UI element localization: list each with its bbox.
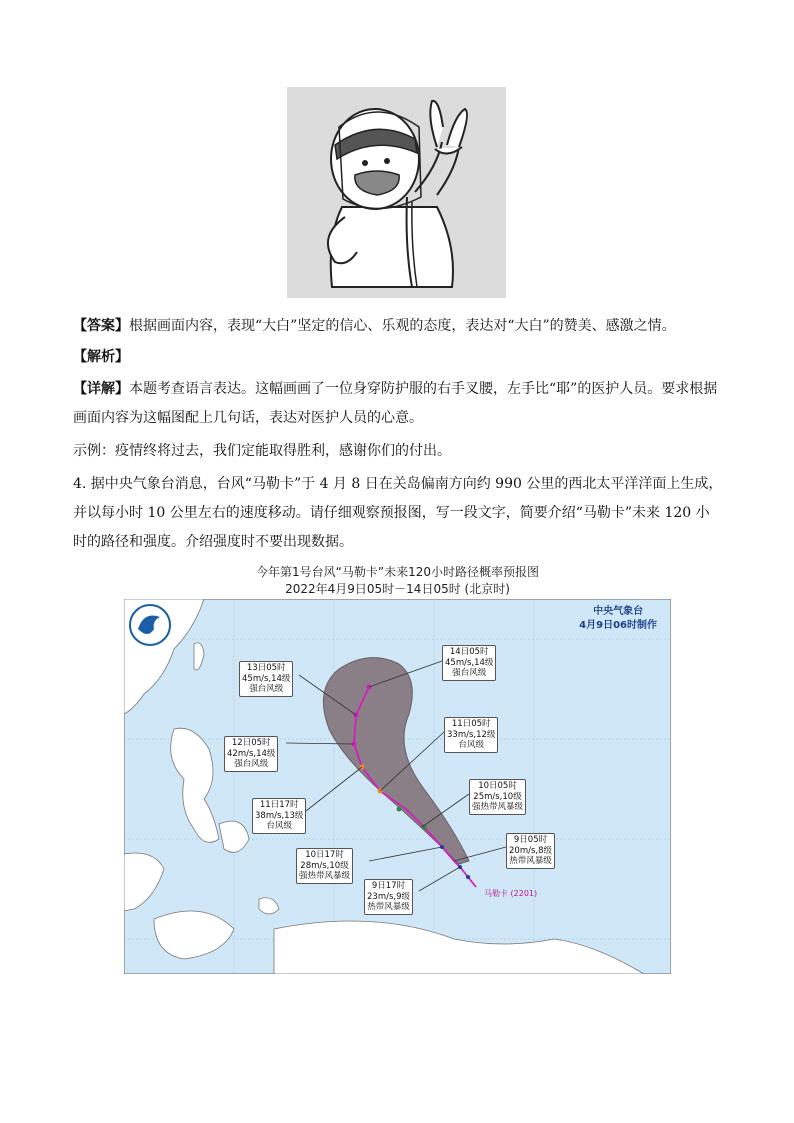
detail-paragraph bbox=[73, 375, 723, 433]
label-10d17: 10日17时 28m/s,10级 强热带风暴级 bbox=[296, 848, 353, 884]
detail-text: 本题考查语言表达。这幅画画了一位身穿防护服的右手叉腰，左手比“耶”的医护人员。要求根据画面内容为这幅图配上几句话，表达对医护人员的心意。 bbox=[73, 381, 718, 426]
answer-text: 根据画面内容，表现“大白”坚定的信心、乐观的态度，表达对“大白”的赞美、感激之情。 bbox=[129, 318, 676, 334]
map-graphic bbox=[124, 599, 671, 974]
example-paragraph bbox=[73, 437, 723, 466]
answer-paragraph bbox=[73, 312, 723, 341]
answer-tag: 【答案】 bbox=[73, 318, 129, 334]
made-time: 4月9日06时制作 bbox=[579, 620, 657, 631]
example-text: 示例：疫情终将过去，我们定能取得胜利，感谢你们的付出。 bbox=[73, 443, 451, 459]
label-11d05: 11日05时 33m/s,12级 台风级 bbox=[444, 717, 498, 753]
question-4-text: 4. 据中央气象台消息，台风“马勒卡”于 4 月 8 日在关岛偏南方向约 990 公里的西北太平洋洋面上生成，并以每小时 10 公里左右的速度移动。请仔细观察预报图，写一段文字，简要介绍“马勒卡”未来 120 小时的路径和强度。介绍强度时不要出现数据。 bbox=[73, 476, 723, 550]
detail-tag: 【详解】 bbox=[73, 381, 129, 397]
label-9d17: 9日17时 23m/s,9级 热带风暴级 bbox=[364, 879, 413, 915]
label-10d05: 10日05时 25m/s,10级 强热带风暴级 bbox=[469, 779, 526, 815]
map-title: 今年第1号台风“马勒卡”未来120小时路径概率预报图 bbox=[256, 565, 539, 579]
map-subtitle: 2022年4月9日05时－14日05时 (北京时) bbox=[285, 582, 510, 596]
cma-logo bbox=[130, 605, 170, 645]
label-14d05: 14日05时 45m/s,14级 强台风级 bbox=[442, 645, 496, 681]
label-11d17: 11日17时 38m/s,13级 台风级 bbox=[252, 798, 306, 834]
label-9d05: 9日05时 20m/s,8级 热带风暴级 bbox=[506, 833, 555, 869]
label-12d05: 12日05时 42m/s,14级 强台风级 bbox=[224, 736, 278, 772]
cartoon-illustration bbox=[287, 87, 506, 298]
analysis-tag: 【解析】 bbox=[73, 349, 129, 365]
medical-worker-drawing bbox=[287, 87, 506, 298]
typhoon-forecast-map bbox=[124, 599, 671, 974]
label-13d05: 13日05时 45m/s,14级 强台风级 bbox=[239, 661, 293, 697]
agency-name: 中央气象台 bbox=[593, 606, 644, 617]
agency-block bbox=[579, 605, 657, 633]
question-4-paragraph bbox=[73, 470, 723, 557]
typhoon-name: 马勒卡 (2201) bbox=[484, 889, 538, 898]
analysis-heading bbox=[73, 343, 723, 372]
